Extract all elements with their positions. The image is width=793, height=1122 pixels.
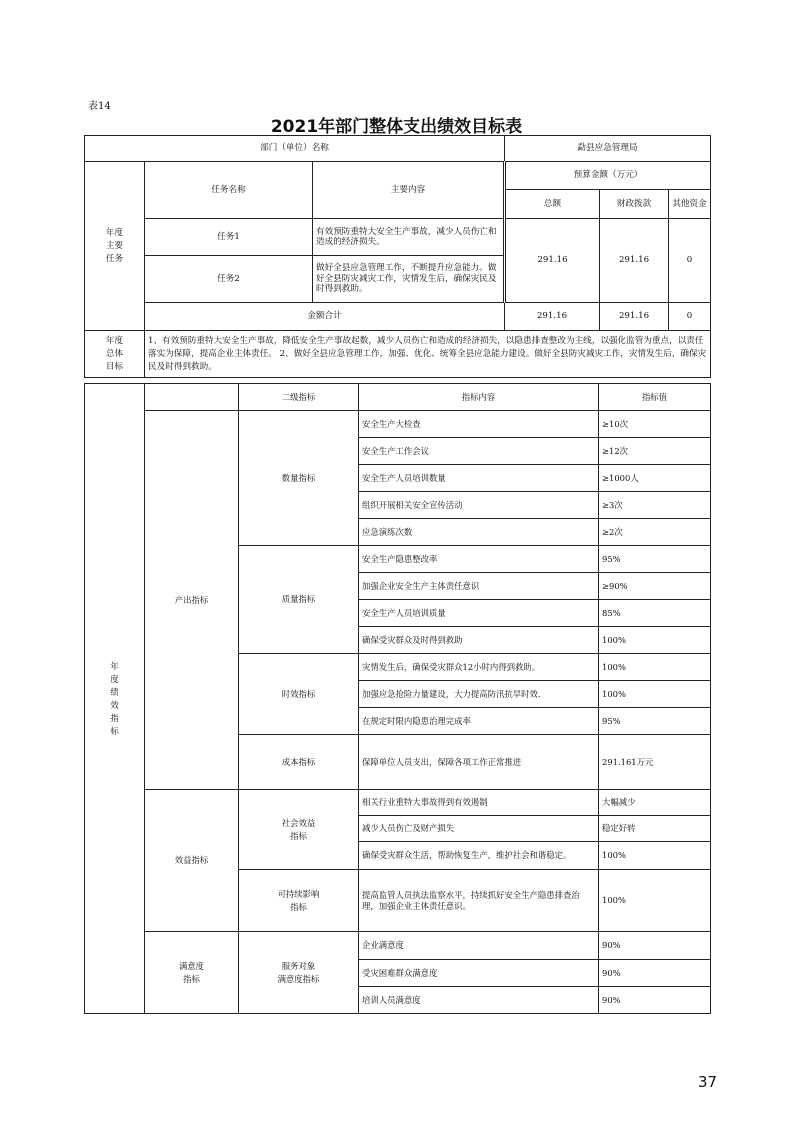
output-indicator-label: 产出指标 [145, 411, 239, 790]
indicator-content: 相关行业重特大事故得到有效遏制 [359, 790, 599, 816]
indicator-content: 保障单位人员支出，保障各项工作正常推进 [359, 735, 599, 790]
sum-other: 0 [669, 303, 711, 331]
other-header: 其他资金 [669, 190, 711, 219]
indicator-value: 85% [599, 600, 711, 627]
indicator-content: 安全生产大检查 [359, 411, 599, 438]
task-name: 任务1 [145, 219, 313, 256]
sum-fiscal: 291.16 [600, 303, 669, 331]
total-header: 总额 [505, 190, 600, 219]
indicator-content: 在规定时限内隐患治理完成率 [359, 708, 599, 735]
indicator-value: ≥2次 [599, 519, 711, 546]
quality-indicator-label: 质量指标 [239, 546, 359, 654]
indicator-content: 灾情发生后，确保受灾群众12小时内得到救助。 [359, 654, 599, 681]
indicator-content: 确保受灾群众及时得到救助 [359, 627, 599, 654]
service-satisfaction-label: 服务对象 满意度指标 [239, 932, 359, 1014]
indicator-content: 安全生产隐患整改率 [359, 546, 599, 573]
indicator-content: 减少人员伤亡及财产损失 [359, 816, 599, 842]
effect-indicator-label: 效益指标 [145, 790, 239, 932]
indicator-value: 291.161万元 [599, 735, 711, 790]
task-content: 做好全县应急管理工作，不断提升应急能力。做好全县防灾减灾工作，灾情发生后，确保灾民及时得到救助。 [313, 256, 505, 303]
indicator-value: 大幅减少 [599, 790, 711, 816]
budget-total: 291.16 [505, 219, 600, 303]
satisfaction-indicator-label: 满意度 指标 [145, 932, 239, 1014]
indicator-value: 100% [599, 870, 711, 932]
indicator-value: ≥12次 [599, 438, 711, 465]
sum-total: 291.16 [505, 303, 600, 331]
indicator-value: ≥1000人 [599, 465, 711, 492]
indicator-value: 100% [599, 627, 711, 654]
task-name: 任务2 [145, 256, 313, 303]
budget-table [84, 135, 711, 378]
budget-header: 预算金额（万元） [505, 162, 711, 190]
indicator-content-header: 指标内容 [359, 384, 599, 411]
indicator-value: 100% [599, 654, 711, 681]
cost-indicator-label: 成本指标 [239, 735, 359, 790]
indicator-content: 确保受灾群众生活，帮助恢复生产，维护社会和谐稳定。 [359, 842, 599, 870]
budget-fiscal: 291.16 [600, 219, 669, 303]
content-header: 主要内容 [313, 162, 505, 219]
indicator-content: 受灾困难群众满意度 [359, 960, 599, 987]
fiscal-header: 财政拨款 [600, 190, 669, 219]
indicator-value: 95% [599, 546, 711, 573]
sum-label: 金额合计 [145, 303, 505, 331]
page-title: 2021年部门整体支出绩效目标表 [270, 117, 523, 137]
indicator-value: ≥3次 [599, 492, 711, 519]
overall-goal-label: 年度 总体 目标 [85, 331, 145, 378]
indicator-value: 100% [599, 681, 711, 708]
indicator-content: 应急演练次数 [359, 519, 599, 546]
page-number: 37 [698, 1073, 718, 1091]
indicator-content: 提高监管人员执法监察水平，持续抓好安全生产隐患排查治理，加强企业主体责任意识。 [359, 870, 599, 932]
indicator-content: 组织开展相关安全宣传活动 [359, 492, 599, 519]
indicator-value: 90% [599, 987, 711, 1014]
indicator-value: 90% [599, 960, 711, 987]
performance-table [84, 383, 711, 1014]
dept-name: 勐县应急管理局 [505, 136, 711, 162]
annual-tasks-label: 年度 主要 任务 [85, 162, 145, 331]
indicator-value: 95% [599, 708, 711, 735]
level1-header [145, 384, 239, 411]
indicator-content: 安全生产人员培训质量 [359, 600, 599, 627]
sustainable-indicator-label: 可持续影响 指标 [239, 870, 359, 932]
indicator-content: 安全生产人员培训数量 [359, 465, 599, 492]
indicator-value: 稳定好转 [599, 816, 711, 842]
indicator-content: 企业满意度 [359, 932, 599, 960]
indicator-content: 加强应急抢险力量建设，大力提高防汛抗旱时效. [359, 681, 599, 708]
overall-goal-text: 1、有效预防重特大安全生产事故，降低安全生产事故起数，减少人员伤亡和造成的经济损失，以隐患排查整改为主线，以强化监管为重点，以责任落实为保障，提高企业主体责任。 2、做好全县应急管理工作，加强、优化、统筹全县应急能力建设。做好全县防灾减灾工作，灾情发生后，确保灾民及时得到救助。 [145, 331, 711, 378]
indicator-content: 加强企业安全生产主体责任意识 [359, 573, 599, 600]
budget-other: 0 [669, 219, 711, 303]
table-number: 表14 [88, 101, 111, 112]
indicator-content: 培训人员满意度 [359, 987, 599, 1014]
indicator-content: 安全生产工作会议 [359, 438, 599, 465]
indicator-value-header: 指标值 [599, 384, 711, 411]
timeliness-indicator-label: 时效指标 [239, 654, 359, 735]
indicator-value: 100% [599, 842, 711, 870]
task-content: 有效预防重特大安全生产事故，减少人员伤亡和造成的经济损失。 [313, 219, 505, 256]
level2-header: 二级指标 [239, 384, 359, 411]
indicator-value: ≥90% [599, 573, 711, 600]
quantity-indicator-label: 数量指标 [239, 411, 359, 546]
dept-label: 部门（单位）名称 [85, 136, 505, 162]
indicator-value: ≥10次 [599, 411, 711, 438]
indicator-value: 90% [599, 932, 711, 960]
task-name-header: 任务名称 [145, 162, 313, 219]
performance-label: 年 度 绩 效 指 标 [85, 384, 145, 1014]
social-indicator-label: 社会效益 指标 [239, 790, 359, 870]
